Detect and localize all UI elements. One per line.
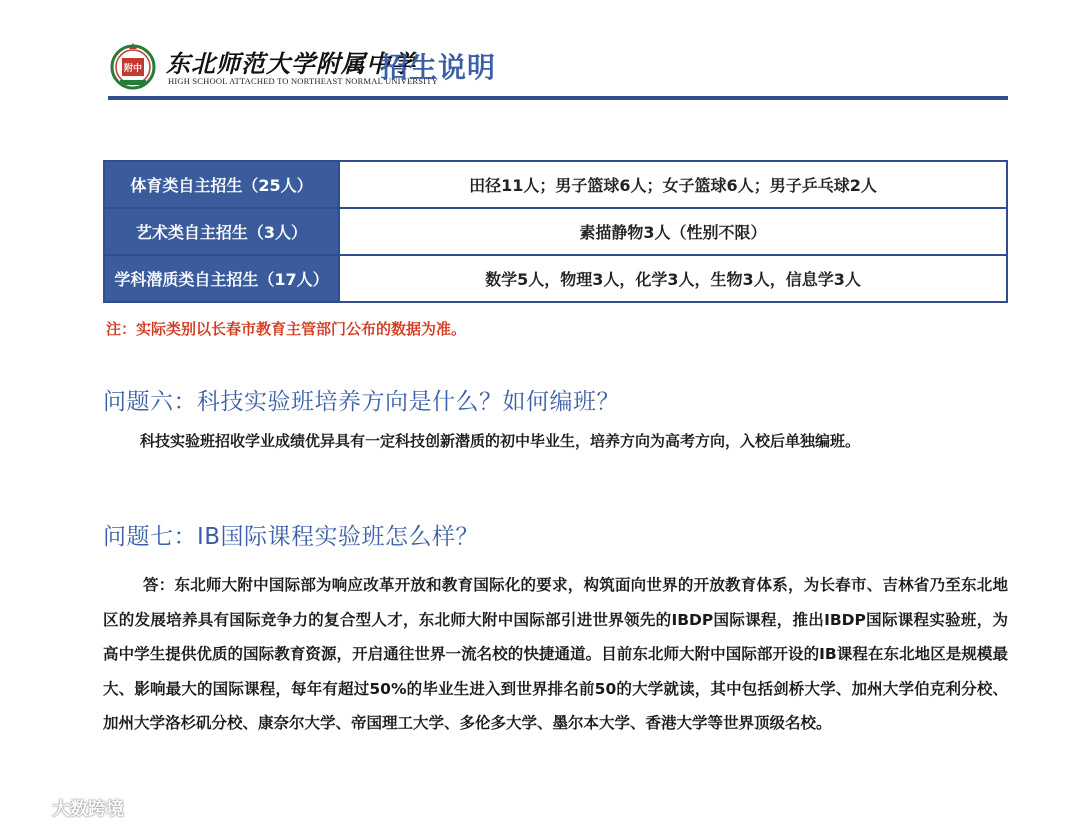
category-cell: 艺术类自主招生（3人）: [104, 208, 339, 255]
detail-cell: 田径11人；男子篮球6人；女子篮球6人；男子乒乓球2人: [339, 161, 1007, 208]
detail-cell: 数学5人，物理3人，化学3人，生物3人，信息学3人: [339, 255, 1007, 302]
school-name-en: HIGH SCHOOL ATTACHED TO NORTHEAST NORMAL UNIVERSITY: [168, 76, 438, 86]
category-cell: 体育类自主招生（25人）: [104, 161, 339, 208]
school-seal-icon: [108, 40, 158, 90]
school-name-cn: 东北师范大学附属中学: [166, 49, 416, 78]
category-cell: 学科潜质类自主招生（17人）: [104, 255, 339, 302]
watermark-text: 大数跨境: [52, 799, 124, 820]
header-divider: [108, 96, 1008, 100]
chat-bubble-icon: [14, 792, 52, 818]
page-title: 招生说明: [380, 51, 497, 84]
question-seven-answer: 答：东北师大附中国际部为响应改革开放和教育国际化的要求，构筑面向世界的开放教育体系，为长春市、吉林省乃至东北地区的发展培养具有国际竞争力的复合型人才，东北师大附中国际部引进世界领先的IBDP国际课程，推出IBDP国际课程实验班，为高中学生提供优质的国际教育资源，开启通往世界一流名校的快捷通道。目前东北师大附中国际部开设的IB课程在东北地区是规模最大、影响最大的国际课程，每年有超过50%的毕业生进入到世界排名前50的大学就读，其中包括剑桥大学、加州大学伯克利分校、加州大学洛杉矶分校、康奈尔大学、帝国理工大学、多伦多大学、墨尔本大学、香港大学等世界顶级名校。: [103, 576, 1008, 732]
logo-text: 附中: [123, 64, 143, 74]
question-seven-heading: 问题七：IB国际课程实验班怎么样？: [103, 524, 480, 550]
admission-quota-table: [103, 160, 1008, 303]
table-row: [104, 208, 1007, 255]
table-row: [104, 255, 1007, 302]
detail-cell: 素描静物3人（性别不限）: [339, 208, 1007, 255]
question-six-heading: 问题六：科技实验班培养方向是什么？如何编班？: [103, 389, 620, 415]
page-header: [108, 38, 1008, 100]
table-row: [104, 161, 1007, 208]
question-six-answer: 科技实验班招收学业成绩优异具有一定科技创新潜质的初中毕业生，培养方向为高考方向，入校后单独编班。: [140, 432, 861, 450]
table-footnote: 注：实际类别以长春市教育主管部门公布的数据为准。: [106, 320, 467, 338]
